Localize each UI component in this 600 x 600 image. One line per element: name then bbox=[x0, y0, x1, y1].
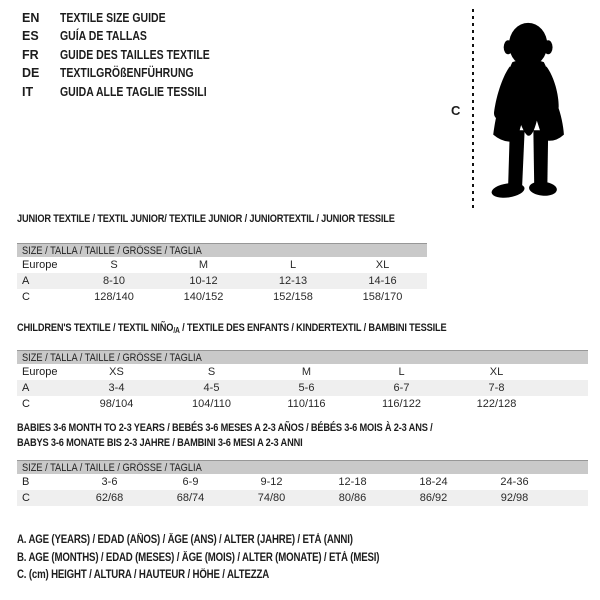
age-cell: 8-10 bbox=[69, 273, 159, 289]
title-pre: CHILDREN'S TEXTILE / TEXTIL NIÑO bbox=[17, 322, 174, 334]
height-cell: 104/110 bbox=[192, 398, 231, 410]
height-cell: 74/80 bbox=[231, 490, 312, 506]
height-cell: 86/92 bbox=[393, 490, 474, 506]
size-cell: M bbox=[301, 366, 312, 378]
height-cell: 62/68 bbox=[69, 490, 150, 506]
section-title-text: JUNIOR TEXTILE / TEXTIL JUNIOR/ TEXTILE JUNIOR / JUNIORTEXTIL / JUNIOR TESSILE bbox=[17, 213, 395, 225]
section-title bbox=[17, 212, 427, 227]
size-bar-label bbox=[17, 461, 588, 475]
height-measure-dotted-line bbox=[472, 9, 474, 211]
section-title-line1: BABIES 3-6 MONTH TO 2-3 YEARS / BEBÉS 3-6 MESES A 2-3 AÑOS / BÉBÉS 3-6 MOIS À 2-3 ANS / bbox=[17, 422, 433, 434]
height-cell: 68/74 bbox=[150, 490, 231, 506]
row-label: C bbox=[22, 291, 30, 303]
size-cell: L bbox=[398, 366, 405, 378]
height-cell: 140/152 bbox=[183, 291, 224, 303]
age-cell: 5-6 bbox=[259, 380, 354, 396]
section-title-line2: BABYS 3-6 MONATE BIS 2-3 JAHRE / BAMBINI 3-6 MESI A 2-3 ANNI bbox=[17, 437, 303, 449]
spacer-cell bbox=[544, 364, 588, 380]
language-list bbox=[22, 11, 238, 103]
age-cell: 10-12 bbox=[159, 273, 248, 289]
size-bar-text: SIZE / TALLA / TAILLE / GRÖSSE / TAGLIA bbox=[22, 244, 202, 257]
language-row-de bbox=[22, 66, 238, 84]
language-row-es bbox=[22, 29, 238, 47]
section-childrens-textile bbox=[17, 321, 588, 412]
size-bar-label bbox=[17, 351, 588, 365]
size-cell: L bbox=[289, 259, 297, 271]
height-cell: 80/86 bbox=[312, 490, 393, 506]
size-bar-text: SIZE / TALLA / TAILLE / GRÖSSE / TAGLIA bbox=[22, 461, 202, 474]
language-row-it bbox=[22, 85, 238, 103]
table-header-row bbox=[17, 244, 427, 258]
table-row-height bbox=[17, 490, 588, 506]
height-figure bbox=[445, 6, 597, 218]
row-label: Europe bbox=[22, 259, 58, 271]
height-cell: 98/104 bbox=[99, 398, 134, 410]
language-title: TEXTILGRÖßENFÜHRUNG bbox=[60, 66, 194, 81]
legend-line-age-years bbox=[17, 534, 448, 552]
children-size-table bbox=[17, 350, 588, 412]
language-title: TEXTILE SIZE GUIDE bbox=[60, 11, 166, 25]
row-label: C bbox=[17, 490, 69, 506]
junior-size-table bbox=[17, 243, 427, 305]
section-title bbox=[17, 421, 588, 451]
size-cell: M bbox=[198, 259, 209, 271]
row-label: B bbox=[22, 476, 30, 488]
size-cell: S bbox=[110, 259, 118, 271]
size-cell: XL bbox=[489, 366, 504, 378]
row-label: Europe bbox=[22, 366, 58, 378]
legend-text: C. (cm) HEIGHT / ALTURA / HAUTEUR / HÖHE / ALTEZZA bbox=[17, 569, 270, 581]
row-label: A bbox=[17, 273, 69, 289]
legend-line-height bbox=[17, 569, 448, 587]
title-subscript: /A bbox=[173, 326, 180, 335]
table-row-height bbox=[17, 289, 427, 305]
language-code: DE bbox=[22, 66, 40, 81]
language-row-en bbox=[22, 11, 238, 29]
babies-size-table bbox=[17, 460, 588, 506]
legend bbox=[17, 534, 448, 587]
months-cell: 3-6 bbox=[101, 476, 118, 488]
months-cell: 6-9 bbox=[182, 476, 199, 488]
table-row-europe bbox=[17, 257, 427, 273]
height-cell: 122/128 bbox=[476, 398, 517, 410]
section-title bbox=[17, 321, 588, 338]
months-cell: 24-36 bbox=[500, 476, 529, 488]
height-cell: 128/140 bbox=[94, 291, 134, 303]
language-title: GUIDA ALLE TAGLIE TESSILI bbox=[60, 84, 207, 99]
table-header-row bbox=[17, 461, 588, 475]
table-row-europe bbox=[17, 364, 588, 380]
age-cell: 4-5 bbox=[164, 380, 259, 396]
spacer-cell bbox=[544, 380, 588, 396]
height-cell: 110/116 bbox=[287, 398, 326, 410]
row-label: C bbox=[22, 398, 30, 410]
months-cell: 18-24 bbox=[419, 476, 448, 488]
row-label: A bbox=[17, 380, 69, 396]
height-measure-label: C bbox=[451, 103, 461, 118]
title-post: / TEXTILE DES ENFANTS / KINDERTEXTIL / BAMBINI TESSILE bbox=[179, 322, 447, 334]
spacer-cell bbox=[555, 490, 588, 506]
spacer-cell bbox=[544, 396, 588, 412]
size-bar-label bbox=[17, 244, 427, 258]
legend-text: B. AGE (MONTHS) / EDAD (MESES) / ÂGE (MOIS) / ALTER (MONATE) / ETÀ (MESI) bbox=[17, 551, 380, 564]
legend-line-age-months bbox=[17, 552, 448, 570]
spacer-cell bbox=[555, 474, 588, 490]
age-cell: 6-7 bbox=[354, 380, 449, 396]
months-cell: 12-18 bbox=[338, 476, 367, 488]
section-junior-textile bbox=[17, 212, 427, 305]
section-title-text bbox=[17, 321, 447, 338]
months-cell: 9-12 bbox=[260, 476, 283, 488]
height-cell: 152/158 bbox=[273, 291, 313, 303]
language-code: ES bbox=[22, 29, 39, 44]
language-row-fr bbox=[22, 48, 238, 66]
table-row-age bbox=[17, 273, 427, 289]
language-title: GUIDE DES TAILLES TEXTILE bbox=[60, 47, 210, 62]
legend-text: A. AGE (YEARS) / EDAD (AÑOS) / ÂGE (ANS) / ALTER (JAHRE) / ETÀ (ANNI) bbox=[17, 534, 353, 546]
height-cell: 116/122 bbox=[382, 398, 421, 410]
height-cell: 92/98 bbox=[474, 490, 555, 506]
table-row-age bbox=[17, 380, 588, 396]
size-cell: XL bbox=[375, 259, 390, 271]
size-cell: S bbox=[207, 366, 216, 378]
baby-silhouette-icon bbox=[481, 11, 577, 211]
age-cell: 7-8 bbox=[449, 380, 544, 396]
language-code: EN bbox=[22, 11, 40, 25]
language-code: IT bbox=[22, 84, 34, 99]
age-cell: 14-16 bbox=[338, 273, 427, 289]
age-cell: 12-13 bbox=[248, 273, 338, 289]
height-cell: 158/170 bbox=[362, 291, 403, 303]
size-cell: XS bbox=[109, 366, 124, 378]
language-title: GUÍA DE TALLAS bbox=[60, 29, 147, 44]
size-bar-text: SIZE / TALLA / TAILLE / GRÖSSE / TAGLIA bbox=[22, 351, 202, 364]
table-row-months bbox=[17, 474, 588, 490]
table-header-row bbox=[17, 351, 588, 365]
language-code: FR bbox=[22, 47, 39, 62]
table-row-height bbox=[17, 396, 588, 412]
age-cell: 3-4 bbox=[69, 380, 164, 396]
section-babies-textile bbox=[17, 421, 588, 506]
